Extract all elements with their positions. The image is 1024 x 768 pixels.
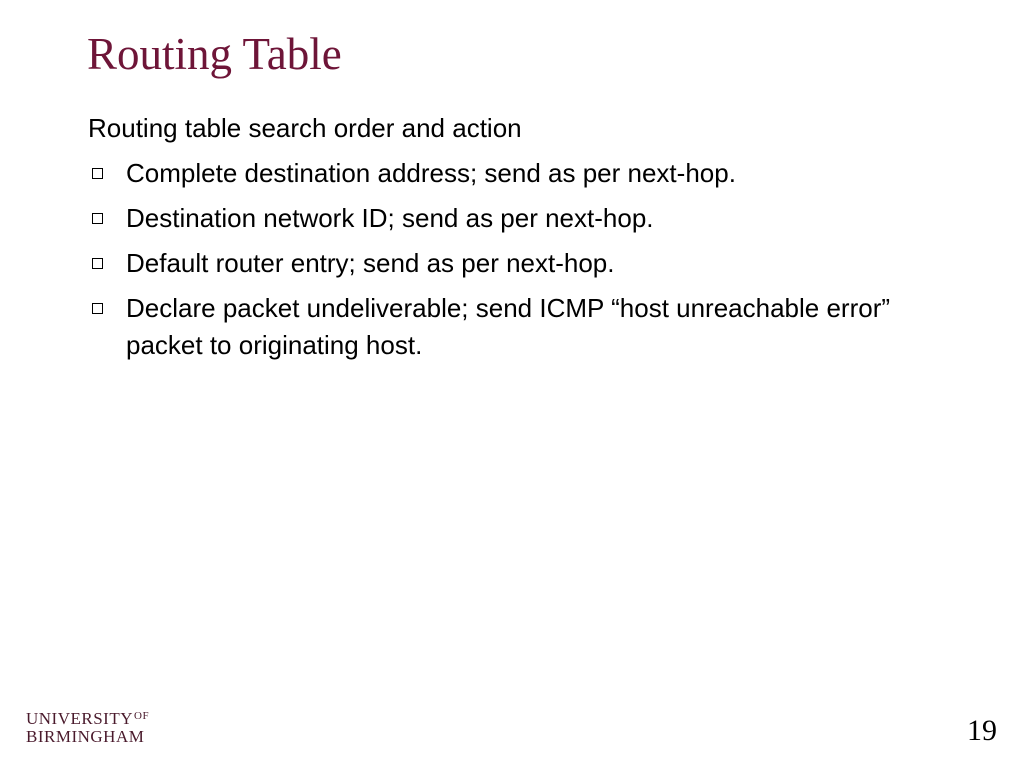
- bullet-text: Default router entry; send as per next-hop.: [126, 248, 615, 278]
- logo-of-text: OF: [134, 710, 150, 722]
- bullet-item: [88, 245, 968, 282]
- bullet-list: [88, 155, 968, 364]
- hollow-square-bullet-icon: [92, 168, 103, 179]
- logo-line-birmingham: BIRMINGHAM: [26, 727, 145, 746]
- logo-university-text: UNIVERSITY: [26, 709, 133, 728]
- bullet-item: [88, 200, 968, 237]
- hollow-square-bullet-icon: [92, 303, 103, 314]
- logo-line-university: [26, 707, 149, 728]
- slide-content: [88, 110, 968, 372]
- bullet-item: [88, 290, 968, 364]
- hollow-square-bullet-icon: [92, 258, 103, 269]
- bullet-text: Destination network ID; send as per next-hop.: [126, 203, 654, 233]
- hollow-square-bullet-icon: [92, 213, 103, 224]
- bullet-item: [88, 155, 968, 192]
- page-number: 19: [967, 714, 997, 747]
- intro-text: Routing table search order and action: [88, 113, 522, 143]
- bullet-text: Declare packet undeliverable; send ICMP “host unreachable error” packet to originating host.: [126, 293, 891, 360]
- university-logo: [26, 707, 149, 746]
- slide-title: Routing Table: [87, 29, 342, 79]
- bullet-text: Complete destination address; send as per next-hop.: [126, 158, 736, 188]
